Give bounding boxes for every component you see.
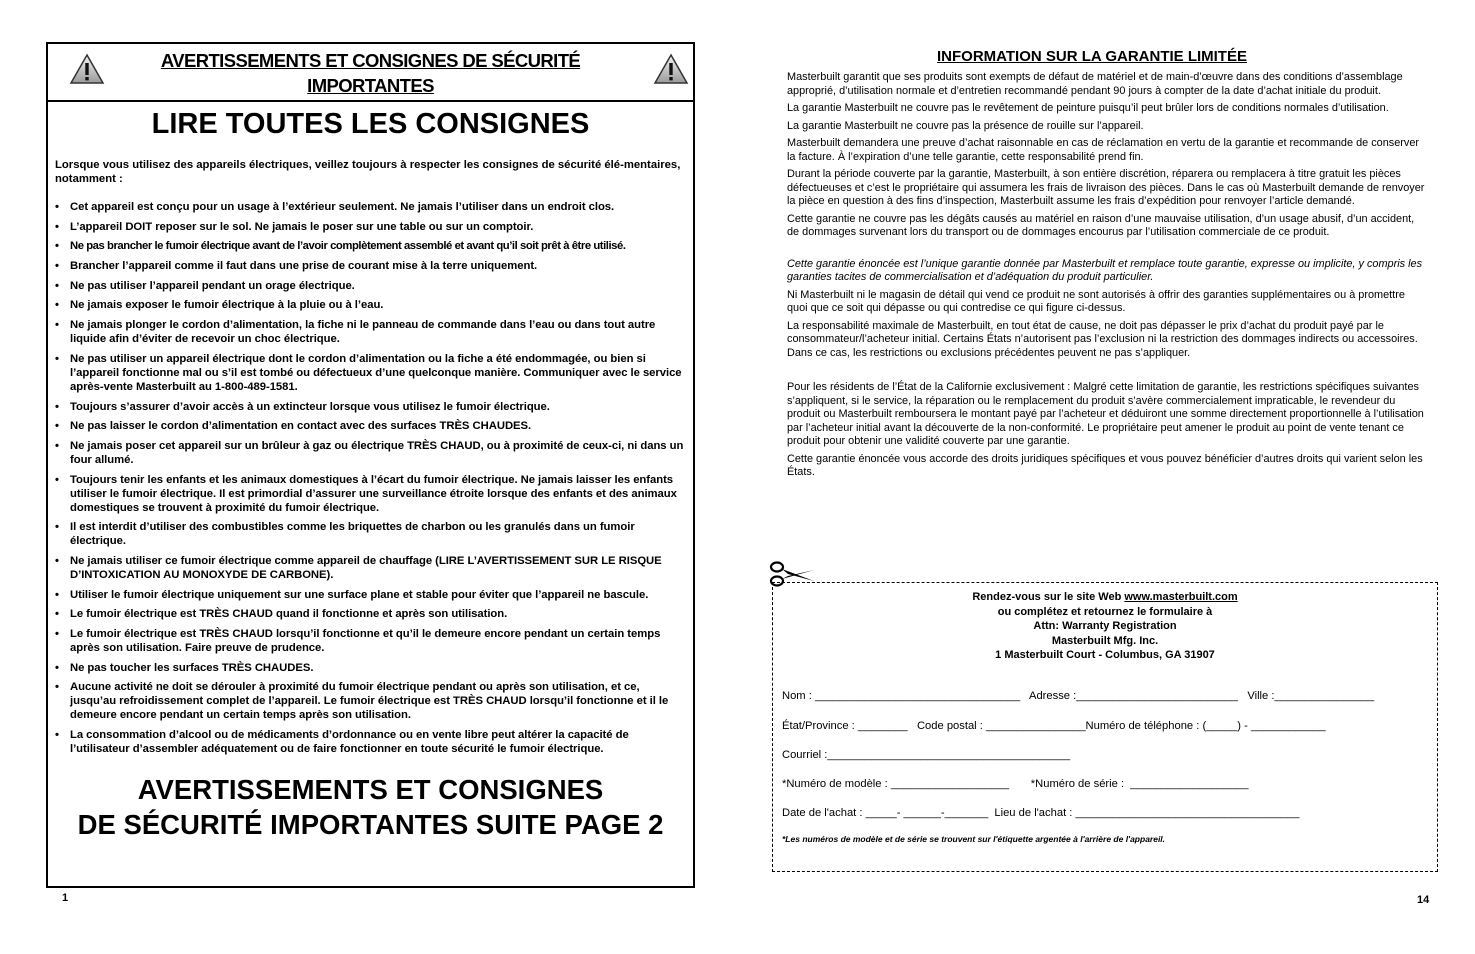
- intro-text: Lorsque vous utilisez des appareils électriques, veillez toujours à respecter les consignes de sécurité élé-mentaires, notamment :: [55, 159, 681, 185]
- warning-title: [48, 48, 693, 98]
- list-item: • Aucune activité ne doit se dérouler à proximité du fumoir électrique pendant ou après son utilisation, et ce, jusqu’au refroidissement complet de l’appareil. Le fumoir électrique est TRÈS CHAUD lorsqu’il fonctionne et il le demeure encore pendant un certain temps après son utilisation.: [55, 680, 685, 722]
- list-item: • Ne pas brancher le fumoir électrique avant de l’avoir complètement assemblé et avant qu’il soit prêt à être utilisé.: [55, 239, 685, 253]
- warning-header: [48, 44, 693, 102]
- list-item: • Ne jamais plonger le cordon d’alimentation, la fiche ni le panneau de commande dans l’eau ou dans tout autre liquide afin d’éviter de recevoir un choc électrique.: [55, 318, 685, 346]
- list-item: • L’appareil DOIT reposer sur le sol. Ne jamais le poser sur une table ou sur un comptoir.: [55, 220, 685, 234]
- main-title: LIRE TOUTES LES CONSIGNES: [151, 108, 590, 140]
- list-item: • Ne pas laisser le cordon d’alimentation en contact avec des surfaces TRÈS CHAUDES.: [55, 419, 685, 433]
- email-field[interactable]: Courriel :_______________________________________: [782, 749, 1071, 761]
- list-item: • Cet appareil est conçu pour un usage à l’extérieur seulement. Ne jamais l’utiliser dans un endroit clos.: [55, 200, 685, 214]
- list-item: • Le fumoir électrique est TRÈS CHAUD lorsqu’il fonctionne et qu’il le demeure encore pendant un certain temps après son utilisation. Faire preuve de prudence.: [55, 627, 685, 655]
- warranty-paragraph: Cette garantie ne couvre pas les dégâts causés au matériel en raison d’une mauvaise utilisation, d’un usage abusif, d’un accident, de dommages survenant lors du transport ou de dommages encourus par l’utilisation commerciale de ce produit.: [787, 212, 1415, 238]
- warranty-section: [787, 48, 1427, 480]
- warranty-paragraph: Ni Masterbuilt ni le magasin de détail qui vend ce produit ne sont autorisés à offrir des garanties supplémentaires ou à promettre quoi que ce soit qui dépasse ou qui contredise ce qui figure ci-dessus.: [787, 288, 1405, 314]
- purchase-date-place-fields[interactable]: Date de l'achat : _____- ______-_______ Lieu de l'achat : ____________________________________: [782, 807, 1300, 819]
- warranty-paragraph: Cette garantie énoncée vous accorde des droits juridiques spécifiques et vous pouvez bénéficier d’autres droits qui varient selon les États.: [787, 452, 1423, 478]
- list-item: • Ne jamais poser cet appareil sur un brûleur à gaz ou électrique TRÈS CHAUD, ou à proximité de ceux-ci, ni dans un four allumé.: [55, 439, 685, 467]
- website-line: [773, 590, 1437, 605]
- warranty-title: INFORMATION SUR LA GARANTIE LIMITÉE: [937, 48, 1247, 65]
- warning-title-line2: IMPORTANTES: [307, 75, 434, 96]
- page-number-left: 1: [62, 892, 69, 904]
- model-serial-fields[interactable]: *Numéro de modèle : ___________________ *Numéro de série : ___________________: [782, 778, 1249, 790]
- list-item: • Ne pas utiliser l’appareil pendant un orage électrique.: [55, 279, 685, 293]
- california-paragraph: Pour les résidents de l’État de la Californie exclusivement : Malgré cette limitation de garantie, les restrictions spécifiques suivantes s’appliquent, si le service, la réparation ou le remplacement du produit s’avère commercialement impraticable, le revendeur du produit ou Masterbuilt remboursera le montant payé par l’acheteur et déduiront une somme directement proportionnelle à l’utilisation par l’acheteur initial avant la découverte de la non-conformité. Le propriétaire peut amener le produit au point de vente tenant ce produit pour obtenir une validité couverte par une garantie.: [787, 381, 1424, 447]
- continued-line2: DE SÉCURITÉ IMPORTANTES SUITE PAGE 2: [77, 809, 664, 841]
- list-item: • Utiliser le fumoir électrique uniquement sur une surface plane et stable pour éviter que l’appareil ne bascule.: [55, 588, 685, 602]
- list-item: • Le fumoir électrique est TRÈS CHAUD quand il fonctionne et après son utilisation.: [55, 607, 685, 621]
- name-address-city-fields[interactable]: Nom : _________________________________ Adresse :__________________________ Ville :________________: [782, 690, 1375, 702]
- warranty-paragraph: La garantie Masterbuilt ne couvre pas la présence de rouille sur l’appareil.: [787, 119, 1144, 132]
- address-line: Masterbuilt Mfg. Inc.: [1051, 634, 1159, 647]
- continued-line1: AVERTISSEMENTS ET CONSIGNES: [137, 774, 604, 806]
- address-line: 1 Masterbuilt Court - Columbus, GA 31907: [995, 649, 1215, 662]
- state-postal-phone-fields[interactable]: État/Province : ________ Code postal : ________________Numéro de téléphone : (_____) - ____________: [782, 720, 1326, 732]
- continued-title: [48, 772, 693, 842]
- mailing-address: [773, 590, 1437, 663]
- registration-coupon: [772, 582, 1438, 872]
- warranty-paragraph: Masterbuilt garantit que ses produits sont exempts de défaut de matériel et de main-d’œuvre dans des conditions d’assemblage approprié, d’utilisation normale et d’entretien recommandé pendant 90 jours à compter de la date d’achat initiale du produit.: [787, 71, 1403, 97]
- warranty-paragraph: La responsabilité maximale de Masterbuilt, en tout état de cause, ne doit pas dépasser le prix d’achat du produit payé par le consommateur/l’acheteur initial. Certains États n’autorisent pas l’exclusion ni la restriction des dommages indirects ou accessoires. Dans ce cas, les restrictions ou exclusions précédentes peuvent ne pas s’appliquer.: [787, 319, 1418, 359]
- list-item: • La consommation d’alcool ou de médicaments d’ordonnance ou en vente libre peut altérer la capacité de l’utilisateur d’assembler adéquatement ou de faire fonctionner en toute sécurité le fumoir électrique.: [55, 728, 685, 756]
- website-prefix: Rendez-vous sur le site Web: [972, 591, 1125, 603]
- list-item: • Toujours tenir les enfants et les animaux domestiques à l’écart du fumoir électrique. Ne jamais laisser les enfants utiliser le fumoir électrique. Il est primordial d’assurer une surveillance étroite lorsque des enfants et des animaux domestiques se trouvent à proximité du fumoir électrique.: [55, 473, 685, 515]
- website-link[interactable]: www.masterbuilt.com: [1124, 591, 1238, 603]
- warning-title-line1: AVERTISSEMENTS ET CONSIGNES DE SÉCURITÉ: [160, 50, 581, 71]
- serial-location-note: *Les numéros de modèle et de série se trouvent sur l'étiquette argentée à l'arrière de l'appareil.: [782, 834, 1166, 844]
- list-item: • Toujours s’assurer d’avoir accès à un extincteur lorsque vous utilisez le fumoir électrique.: [55, 400, 685, 414]
- safety-warnings-panel: [46, 42, 695, 888]
- list-item: • Ne pas toucher les surfaces TRÈS CHAUDES.: [55, 661, 685, 675]
- warning-triangle-icon: [653, 53, 689, 85]
- warranty-paragraph: Durant la période couverte par la garantie, Masterbuilt, à son entière discrétion, réparera ou remplacera à titre gratuit les pièces défectueuses et c’est le propriétaire qui assumera les frais de livraison des pièces. Dans le cas où Masterbuilt demande de renvoyer la pièce en question à des fins d’inspection, Masterbuilt assume les frais d’expédition pour renvoyer l’article demandé.: [787, 168, 1425, 207]
- safety-rules-list: [48, 200, 693, 756]
- warranty-paragraph: La garantie Masterbuilt ne couvre pas le revêtement de peinture puisqu’il peut brûler lors de conditions normales d’utilisation.: [787, 102, 1389, 114]
- address-line: ou complétez et retournez le formulaire à: [997, 605, 1213, 618]
- address-line: Attn: Warranty Registration: [1033, 620, 1177, 633]
- warranty-disclaimer: Cette garantie énoncée est l’unique garantie donnée par Masterbuilt et remplace toute garantie, expresse ou implicite, y compris les garanties tacites de commercialisation et d’adéquation du produit particulier.: [787, 257, 1423, 283]
- page-number-right: 14: [1417, 894, 1430, 906]
- list-item: • Ne jamais utiliser ce fumoir électrique comme appareil de chauffage (LIRE L’AVERTISSEMENT SUR LE RISQUE D’INTOXICATION AU MONOXYDE DE CARBONE).: [55, 554, 685, 582]
- list-item: • Ne pas utiliser un appareil électrique dont le cordon d’alimentation ou la fiche a été endommagée, ou bien si l’appareil fonctionne mal ou s’il est tombé ou défectueux d’une quelconque manière. Communiquer avec le service après-vente Masterbuilt au 1-800-489-1581.: [55, 352, 685, 394]
- warranty-paragraph: Masterbuilt demandera une preuve d’achat raisonnable en cas de réclamation en vertu de la garantie et recommande de conserver la facture. À l’expiration d’une telle garantie, cette responsabilité prend fin.: [787, 137, 1420, 163]
- list-item: • Brancher l’appareil comme il faut dans une prise de courant mise à la terre uniquement.: [55, 259, 685, 273]
- list-item: • Il est interdit d’utiliser des combustibles comme les briquettes de charbon ou les granulés dans un fumoir électrique.: [55, 520, 685, 548]
- list-item: • Ne jamais exposer le fumoir électrique à la pluie ou à l’eau.: [55, 298, 685, 312]
